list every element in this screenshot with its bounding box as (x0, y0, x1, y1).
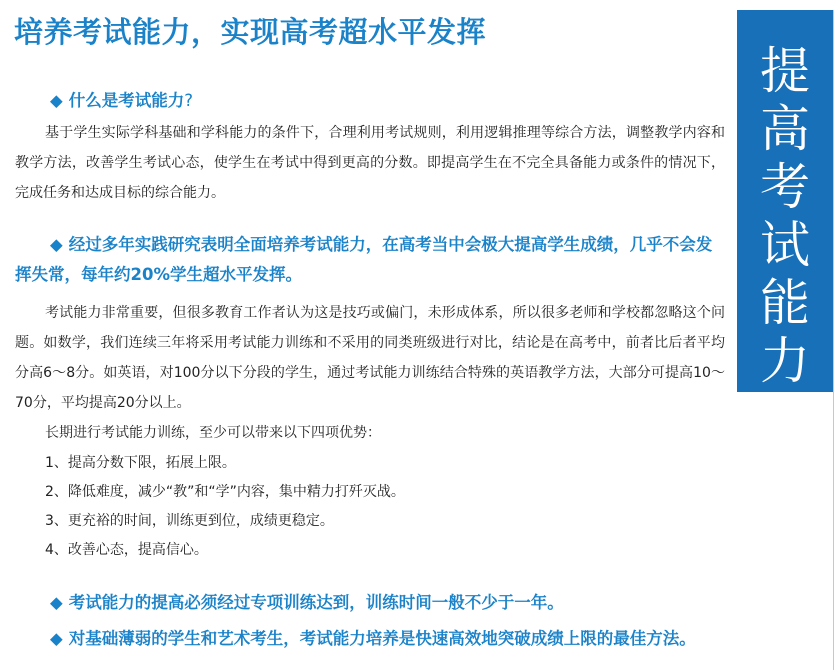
section2-paragraph: 考试能力非常重要，但很多教育工作者认为这是技巧或偏门，未形成体系，所以很多老师和学校都忽略这个问题。如数学，我们连续三年将采用考试能力训练和不采用的同类班级进行对比，结论是在高考中，前者比后者平均分高6～8分。如英语，对100分以下分段的学生，通过考试能力训练结合特殊的英语教学方法，大部分可提高10～70分，平均提高20分以上。 (15, 305, 725, 411)
diamond-bullet-icon: ◆ (50, 593, 63, 612)
section1-heading: ◆ 什么是考试能力? (50, 91, 193, 110)
side-panel (737, 10, 833, 392)
side-panel-char: 高 (760, 100, 810, 158)
diamond-bullet-icon: ◆ (50, 629, 63, 648)
side-panel-char: 考 (760, 158, 810, 216)
side-panel-char: 能 (760, 274, 810, 332)
right-border (833, 10, 834, 670)
diamond-bullet-icon: ◆ (50, 235, 63, 254)
side-panel-char: 提 (760, 42, 810, 100)
bullet3-heading: ◆ 考试能力的提高必须经过专项训练达到，训练时间一般不少于一年。 (50, 593, 564, 612)
list-item: 4、改善心态，提高信心。 (45, 542, 208, 558)
list-item: 3、更充裕的时间，训练更到位，成绩更稳定。 (45, 513, 334, 529)
section2-advantages-intro: 长期进行考试能力训练，至少可以带来以下四项优势： (45, 425, 381, 441)
section2-heading: ◆ 经过多年实践研究表明全面培养考试能力，在高考当中会极大提高学生成绩，几乎不会发挥失常，每年约20%学生超水平发挥。 (15, 235, 713, 284)
diamond-bullet-icon: ◆ (50, 91, 63, 110)
list-item: 2、降低难度，减少“教”和“学”内容，集中精力打歼灭战。 (45, 484, 405, 500)
list-item: 1、提高分数下限，拓展上限。 (45, 455, 236, 471)
side-panel-char: 力 (760, 332, 810, 390)
side-panel-char: 试 (760, 216, 810, 274)
bullet4-heading: ◆ 对基础薄弱的学生和艺术考生，考试能力培养是快速高效地突破成绩上限的最佳方法。 (50, 629, 696, 648)
page-title: 培养考试能力，实现高考超水平发挥 (14, 15, 487, 49)
section1-paragraph: 基于学生实际学科基础和学科能力的条件下，合理利用考试规则，利用逻辑推理等综合方法，调整教学内容和教学方法，改善学生考试心态，使学生在考试中得到更高的分数。即提高学生在不完全具备能力或条件的情况下，完成任务和达成目标的综合能力。 (15, 125, 725, 201)
